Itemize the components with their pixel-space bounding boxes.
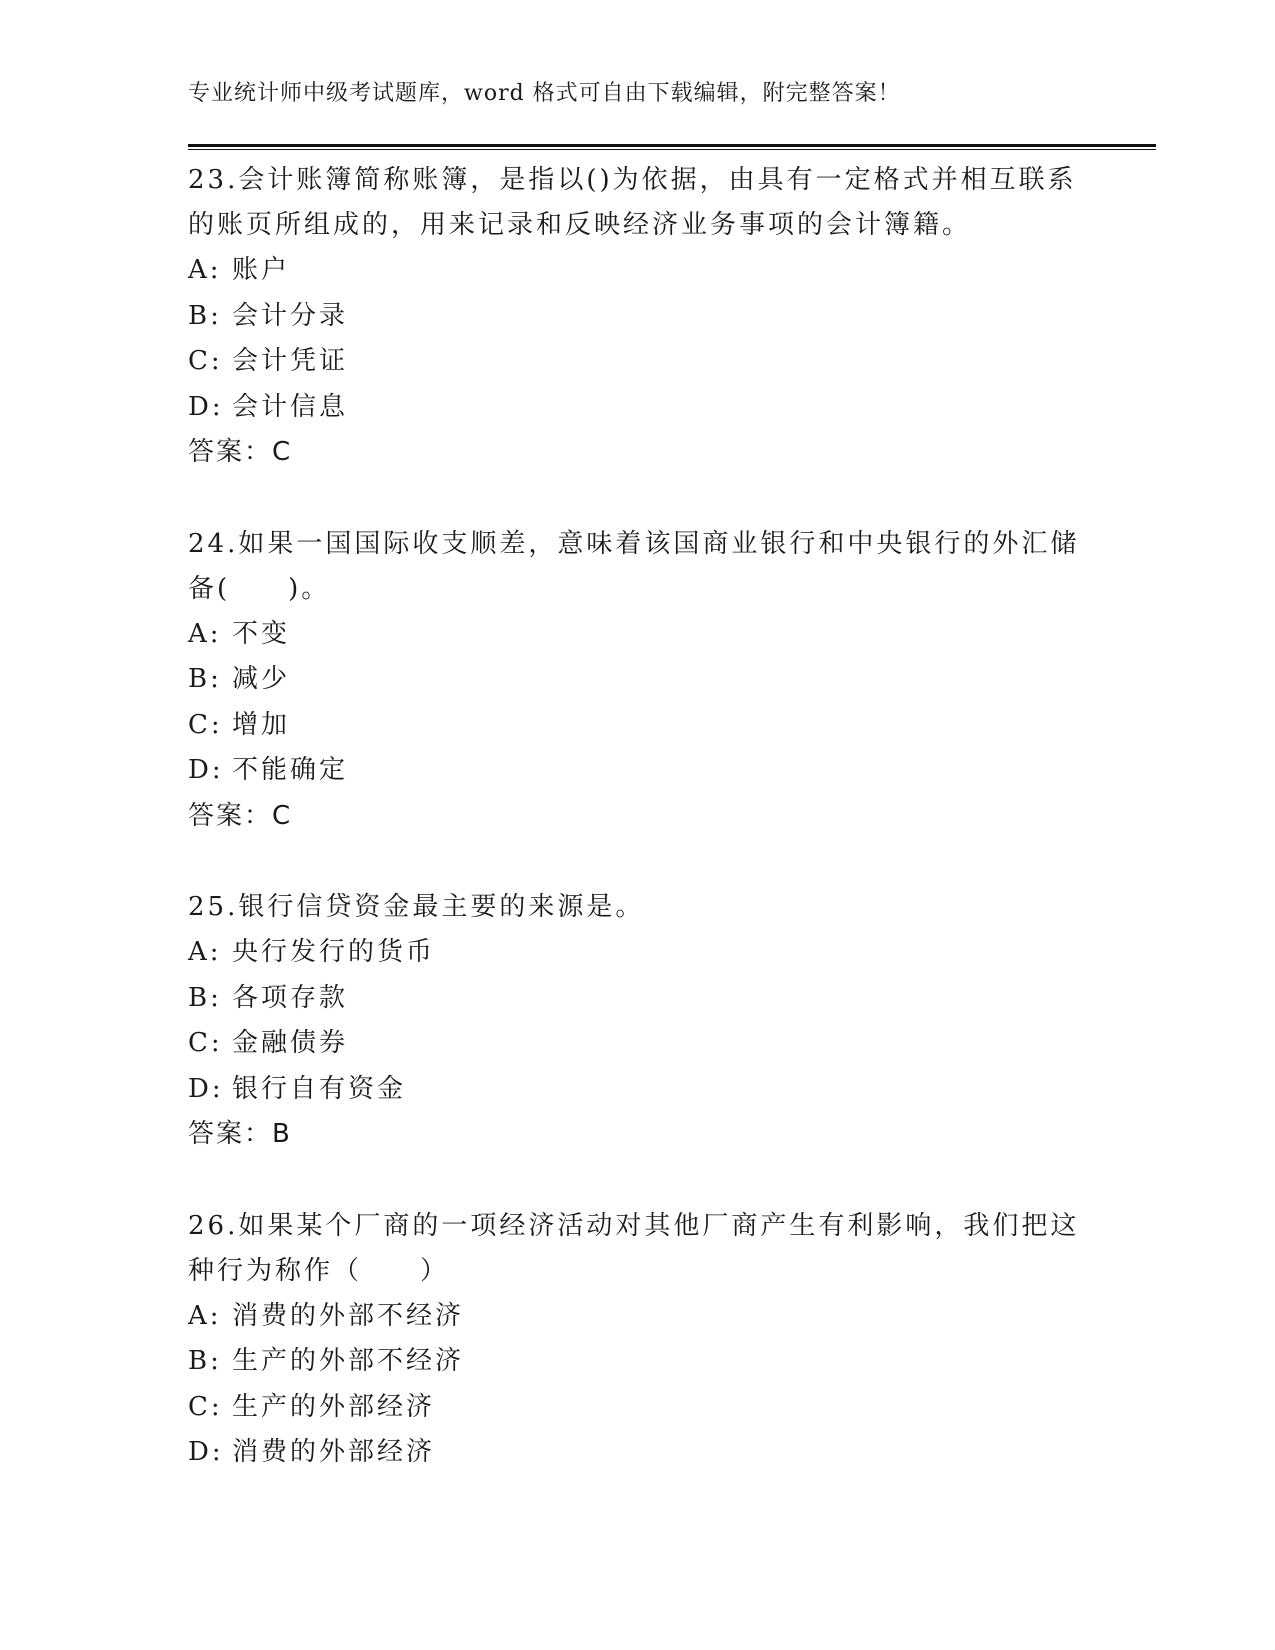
- option-text: 不能确定: [232, 755, 349, 785]
- option-d: [188, 1430, 1088, 1476]
- option-label: B:: [188, 1346, 222, 1376]
- option-a: [188, 612, 1088, 658]
- option-a: [188, 1294, 1088, 1340]
- option-label: C:: [188, 1028, 223, 1058]
- question-stem: 25.银行信贷资金最主要的来源是。: [188, 892, 645, 922]
- option-text: 减少: [232, 664, 291, 694]
- answer-line: 答案：C: [188, 800, 293, 831]
- answer-line: 答案：C: [188, 437, 293, 467]
- option-text: 生产的外部经济: [232, 1391, 436, 1422]
- option-c: [188, 1021, 1088, 1067]
- option-b: [188, 294, 1088, 340]
- option-d: [188, 748, 1088, 794]
- option-label: C:: [188, 709, 223, 740]
- question-26: [188, 1204, 1088, 1476]
- option-label: B:: [188, 982, 222, 1013]
- header-divider: [188, 144, 1156, 150]
- option-c: [188, 1385, 1088, 1431]
- question-stem: 23.会计账簿简称账簿，是指以()为依据，由具有一定格式并相互联系的账页所组成的，用来记录和反映经济业务事项的会计簿籍。: [188, 165, 1077, 240]
- option-text: 不变: [232, 618, 291, 649]
- option-a: [188, 248, 1088, 294]
- option-a: [188, 930, 1088, 976]
- question-stem: 26.如果某个厂商的一项经济活动对其他厂商产生有利影响，我们把这种行为称作（ ）: [188, 1210, 1080, 1286]
- option-text: 消费的外部经济: [232, 1437, 436, 1467]
- option-label: A:: [188, 937, 222, 967]
- option-label: B:: [188, 664, 222, 694]
- option-label: C:: [188, 1391, 223, 1422]
- option-b: [188, 657, 1088, 703]
- answer-line: 答案：B: [188, 1119, 292, 1149]
- question-23: [188, 158, 1088, 476]
- option-text: 各项存款: [232, 982, 349, 1013]
- option-text: 消费的外部不经济: [232, 1300, 465, 1331]
- question-25: [188, 885, 1088, 1158]
- option-b: [188, 976, 1088, 1022]
- option-label: D:: [188, 1073, 224, 1104]
- option-d: [188, 385, 1088, 431]
- option-text: 会计信息: [232, 391, 349, 422]
- option-text: 金融债券: [232, 1028, 349, 1058]
- question-stem: 24.如果一国国际收支顺差，意味着该国商业银行和中央银行的外汇储备( )。: [188, 528, 1080, 604]
- header-note: 专业统计师中级考试题库，word 格式可自由下载编辑，附完整答案！: [188, 81, 901, 106]
- option-label: A:: [188, 255, 222, 285]
- question-list: [188, 158, 1088, 1522]
- option-c: [188, 339, 1088, 385]
- option-c: [188, 703, 1088, 749]
- option-label: B:: [188, 300, 222, 331]
- option-label: C:: [188, 346, 223, 376]
- question-24: [188, 522, 1088, 840]
- option-text: 账户: [232, 255, 291, 285]
- option-text: 会计分录: [232, 300, 349, 331]
- option-label: D:: [188, 755, 224, 785]
- option-label: D:: [188, 1437, 224, 1467]
- option-label: A:: [188, 618, 222, 649]
- option-text: 央行发行的货币: [232, 937, 436, 967]
- option-text: 增加: [232, 709, 291, 740]
- option-text: 银行自有资金: [232, 1073, 407, 1104]
- option-d: [188, 1067, 1088, 1113]
- option-label: D:: [188, 391, 224, 422]
- option-text: 会计凭证: [232, 346, 349, 376]
- option-b: [188, 1339, 1088, 1385]
- option-text: 生产的外部不经济: [232, 1346, 465, 1376]
- option-label: A:: [188, 1300, 222, 1331]
